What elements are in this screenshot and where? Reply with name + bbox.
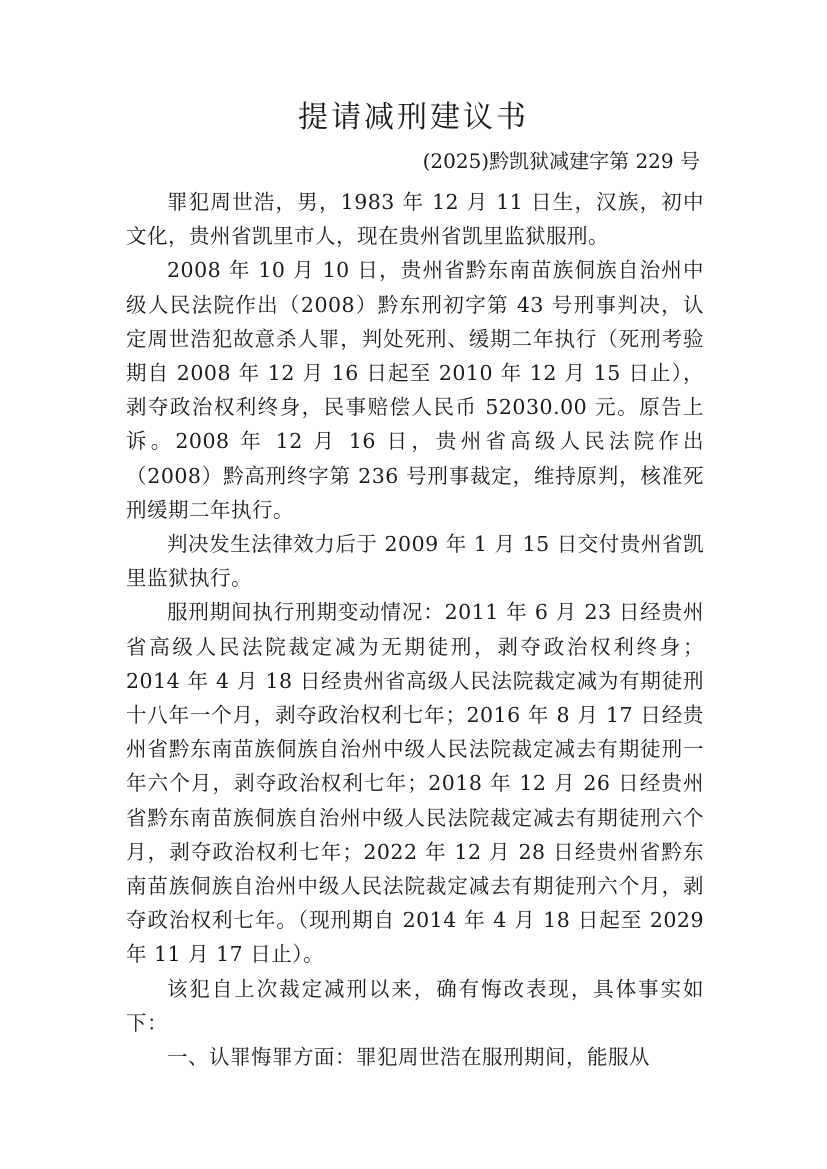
paragraph-original-judgment: 2008 年 10 月 10 日，贵州省黔东南苗族侗族自治州中级人民法院作出（2008）黔东刑初字第 43 号刑事判决，认定周世浩犯故意杀人罪，判处死刑、缓期二年执行（死刑考验期自 2008 年 12 月 16 日起至 2010 年 12 月 15 日止），剥夺政治权利终身，民事赔偿人民币 52030.00 元。原告上诉。2008 年 12 月 16 日，贵州省高级人民法院作出（2008）黔高刑终字第 236 号刑事裁定，维持原判，核准死刑缓期二年执行。 <box>126 258 704 522</box>
paragraph-repentance-intro: 该犯自上次裁定减刑以来，确有悔改表现，具体事实如下： <box>126 976 704 1035</box>
document-body <box>126 185 704 1074</box>
document-number: (2025)黔凯狱减建字第 229 号 <box>422 149 700 173</box>
paragraph-criminal-info: 罪犯周世浩，男，1983 年 12 月 11 日生，汉族，初中文化，贵州省凯里市人，现在贵州省凯里监狱服刑。 <box>126 190 704 249</box>
paragraph-execution-transfer: 判决发生法律效力后于 2009 年 1 月 15 日交付贵州省凯里监狱执行。 <box>126 532 704 591</box>
paragraph-section-one: 一、认罪悔罪方面：罪犯周世浩在服刑期间，能服从 <box>167 1045 650 1070</box>
document-title: 提请减刑建议书 <box>298 100 529 135</box>
paragraph-sentence-changes: 服刑期间执行刑期变动情况：2011 年 6 月 23 日经贵州省高级人民法院裁定减为无期徒刑，剥夺政治权利终身；2014 年 4 月 18 日经贵州省高级人民法院裁定减为有期徒刑十八年一个月，剥夺政治权利七年；2016 年 8 月 17 日经贵州省黔东南苗族侗族自治州中级人民法院裁定减去有期徒刑一年六个月，剥夺政治权利七年；2018 年 12 月 26 日经贵州省黔东南苗族侗族自治州中级人民法院裁定减去有期徒刑六个月，剥夺政治权利七年；2022 年 12 月 28 日经贵州省黔东南苗族侗族自治州中级人民法院裁定减去有期徒刑六个月，剥夺政治权利七年。（现刑期自 2014 年 4 月 18 日起至 2029 年 11 月 17 日止）。 <box>126 600 704 967</box>
